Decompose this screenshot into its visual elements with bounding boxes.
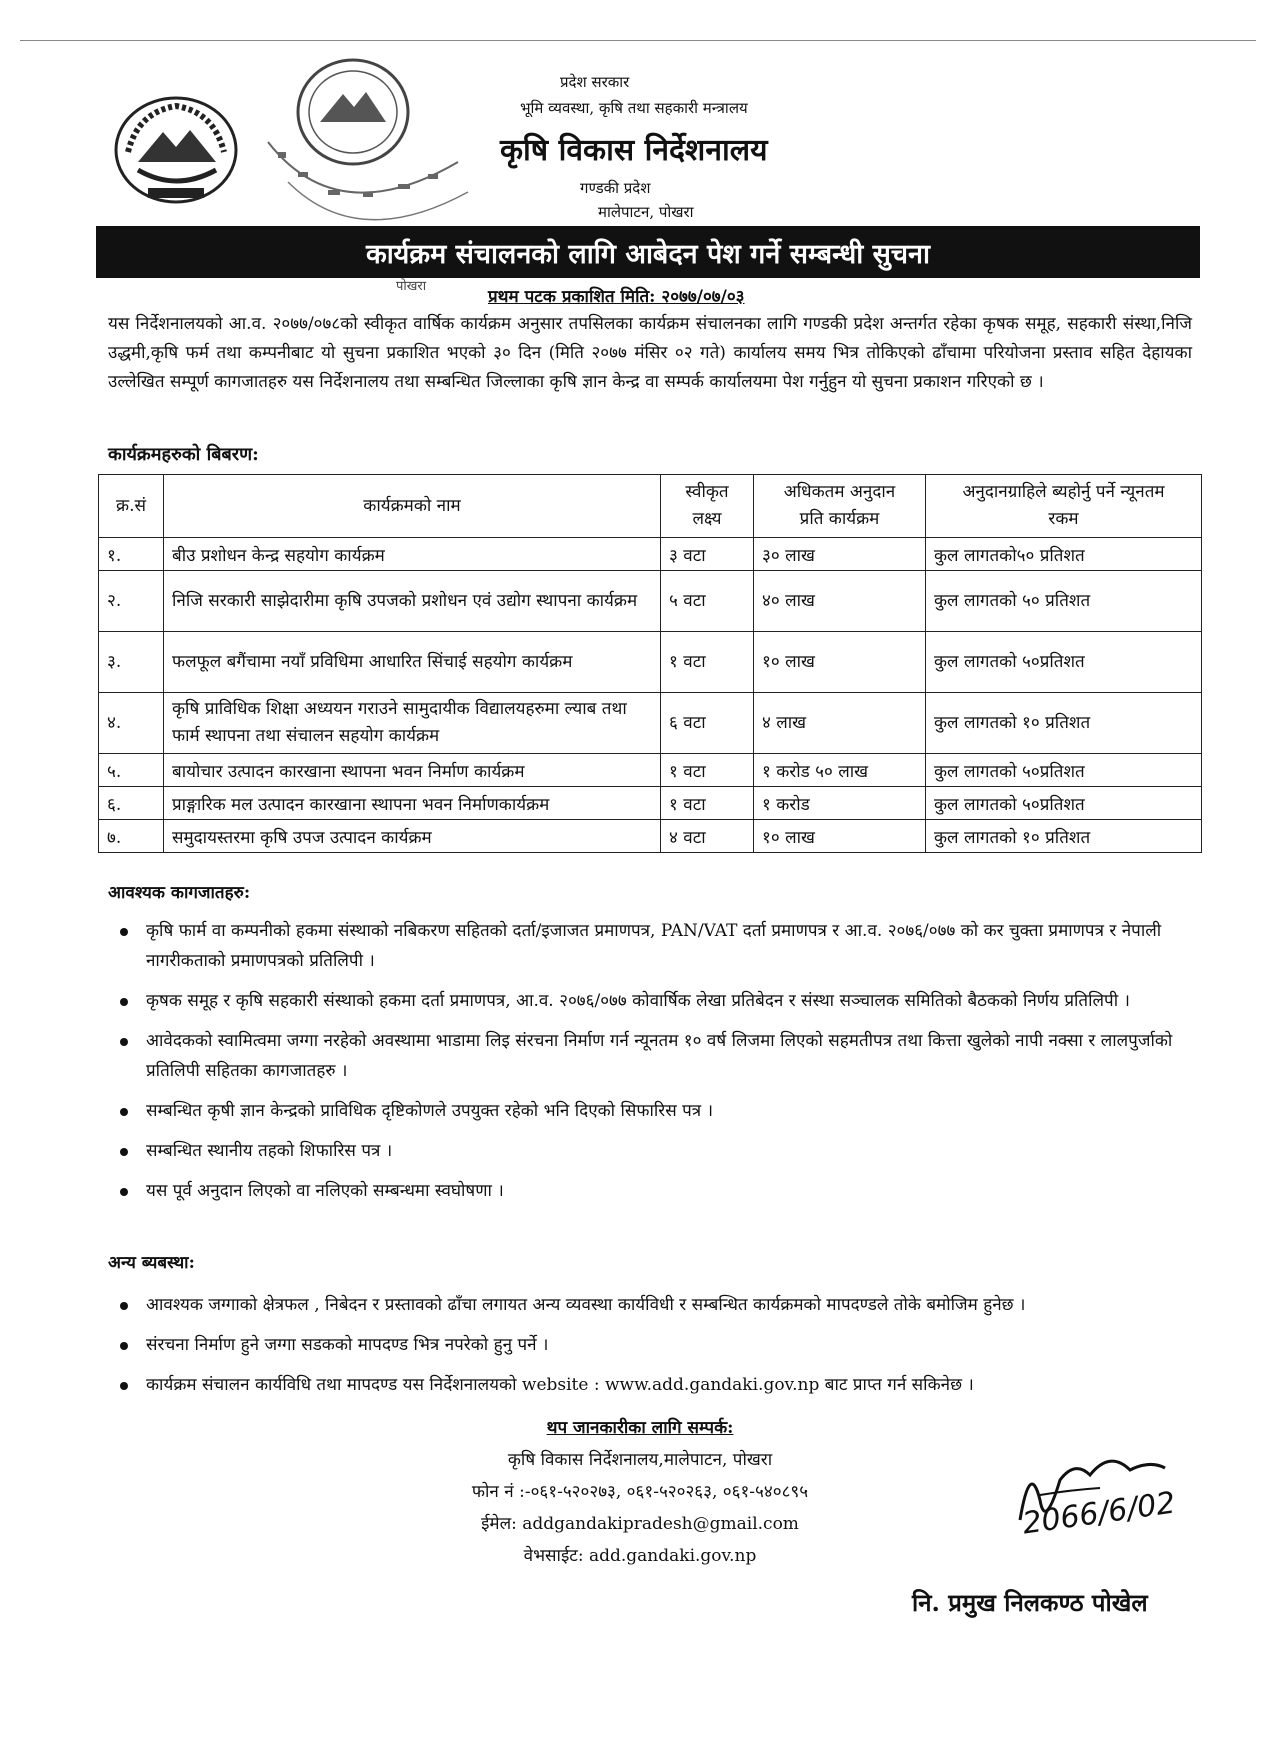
cell-grant: १ करोड ५० लाख — [754, 754, 926, 787]
header-grant-line2: प्रति कार्यक्रम — [799, 509, 880, 529]
list-item-text: कार्यक्रम संचालन कार्यविधि तथा मापदण्ड यस निर्देशनालयको website : www.add.gandaki.gov.np बाट प्राप्त गर्न सकिनेछ । — [146, 1375, 974, 1395]
table-row — [99, 820, 1202, 853]
list-item — [108, 1096, 1198, 1126]
cell-name: निजि सरकारी साझेदारीमा कृषि उपजको प्रशोधन एवं उद्योग स्थापना कार्यक्रम — [164, 571, 661, 632]
cell-num: ५. — [99, 754, 164, 787]
cell-share: कुल लागतको५० प्रतिशत — [926, 538, 1202, 571]
top-rule — [20, 40, 1256, 41]
cell-name: बीउ प्रशोधन केन्द्र सहयोग कार्यक्रम — [164, 538, 661, 571]
cell-grant: १० लाख — [754, 820, 926, 853]
cell-num: १. — [99, 538, 164, 571]
cell-name: फलफूल बगैंचामा नयाँ प्रविधिमा आधारित सिंचाई सहयोग कार्यक्रम — [164, 632, 661, 693]
header-name: कार्यक्रमको नाम — [164, 475, 661, 538]
contact-email: ईमेल: addgandakipradesh@gmail.com — [481, 1514, 799, 1534]
other-list — [108, 1290, 1198, 1410]
cell-target: १ वटा — [661, 632, 754, 693]
stamp-text: पोखरा — [396, 279, 427, 294]
bullet-icon — [120, 998, 128, 1006]
contact-office: कृषि विकास निर्देशनालय,मालेपाटन, पोखरा — [507, 1450, 773, 1470]
cell-name: बायोचार उत्पादन कारखाना स्थापना भवन निर्माण कार्यक्रम — [164, 754, 661, 787]
cell-share: कुल लागतको ५०प्रतिशत — [926, 632, 1202, 693]
signature-date: 2066/6/02 — [1020, 1485, 1178, 1542]
table-row — [99, 693, 1202, 754]
cell-share: कुल लागतको ५०प्रतिशत — [926, 787, 1202, 820]
contact-phone: फोन नं :-०६१-५२०२७३, ०६१-५२०२६३, ०६१-५४०८९५ — [471, 1482, 809, 1502]
contact-title: थप जानकारीका लागि सम्पर्क: — [546, 1418, 734, 1438]
list-item — [108, 1330, 1198, 1360]
programs-title: कार्यक्रमहरुको बिबरण: — [108, 444, 259, 465]
header-address: मालेपाटन, पोखरा — [598, 203, 694, 221]
list-item — [108, 1290, 1198, 1320]
contact-website: वेभसाईट: add.gandaki.gov.np — [523, 1546, 757, 1566]
header-share-line2: रकम — [1048, 509, 1079, 529]
cell-grant: १० लाख — [754, 632, 926, 693]
documents-list — [108, 916, 1198, 1216]
cell-share: कुल लागतको ५०प्रतिशत — [926, 754, 1202, 787]
office-seal-icon — [258, 52, 508, 252]
cell-share: कुल लागतको १० प्रतिशत — [926, 693, 1202, 754]
list-item — [108, 916, 1198, 976]
contact-block — [380, 1412, 900, 1572]
bullet-icon — [120, 1038, 128, 1046]
table-row — [99, 538, 1202, 571]
cell-target: १ वटा — [661, 787, 754, 820]
cell-target: ६ वटा — [661, 693, 754, 754]
header-share — [926, 475, 1202, 538]
header-province: गण्डकी प्रदेश — [580, 179, 651, 197]
list-item — [108, 1136, 1198, 1166]
list-item-text: सम्बन्धित स्थानीय तहको शिफारिस पत्र । — [146, 1141, 393, 1161]
header-grant — [754, 475, 926, 538]
list-item — [108, 1370, 1198, 1400]
list-item-text: कृषक समूह र कृषि सहकारी संस्थाको हकमा दर्ता प्रमाणपत्र, आ.व. २०७६/०७७ कोवार्षिक लेखा प्रतिबेदन र संस्था सञ्चालक समितिको बैठकको निर्णय प्रतिलिपी । — [146, 991, 1130, 1011]
list-item-text: सम्बन्धित कृषी ज्ञान केन्द्रको प्राविधिक दृष्टिकोणले उपयुक्त रहेको भनि दिएको सिफारिस पत्र । — [146, 1101, 714, 1121]
header-target-line2: लक्ष्य — [692, 509, 722, 529]
list-item — [108, 1026, 1198, 1086]
list-item-text: संरचना निर्माण हुने जग्गा सडकको मापदण्ड भित्र नपरेको हुनु पर्ने । — [146, 1335, 549, 1355]
table-header-row — [99, 475, 1202, 538]
list-item-text: कृषि फार्म वा कम्पनीको हकमा संस्थाको नबिकरण सहितको दर्ता/इजाजत प्रमाणपत्र, PAN/VAT दर्ता प्रमाणपत्र र आ.व. २०७६/०७७ को कर चुक्ता प्रमाणपत्र र नेपाली नागरीकताको प्रमाणपत्रको प्रतिलिपी । — [146, 921, 1162, 971]
signer-name: नि. प्रमुख निलकण्ठ पोखेल — [912, 1588, 1148, 1617]
nepal-emblem-icon — [108, 92, 244, 210]
cell-num: २. — [99, 571, 164, 632]
cell-num: ४. — [99, 693, 164, 754]
list-item — [108, 986, 1198, 1016]
table-row — [99, 632, 1202, 693]
bullet-icon — [120, 1148, 128, 1156]
bullet-icon — [120, 1382, 128, 1390]
header-office: कृषि विकास निर्देशनालय — [500, 133, 768, 168]
bullet-icon — [120, 928, 128, 936]
programs-table — [98, 474, 1202, 853]
cell-grant: १ करोड — [754, 787, 926, 820]
table-row — [99, 787, 1202, 820]
other-title: अन्य ब्यबस्था: — [108, 1253, 195, 1273]
notice-banner: कार्यक्रम संचालनको लागि आबेदन पेश गर्ने सम्बन्धी सुचना — [96, 226, 1200, 278]
cell-target: ४ वटा — [661, 820, 754, 853]
list-item — [108, 1176, 1198, 1206]
cell-grant: ४ लाख — [754, 693, 926, 754]
cell-grant: ३० लाख — [754, 538, 926, 571]
published-date: प्रथम पटक प्रकाशित मिति: २०७७/०७/०३ — [488, 287, 745, 307]
header-target-line1: स्वीकृत — [685, 482, 729, 502]
list-item-text: यस पूर्व अनुदान लिएको वा नलिएको सम्बन्धमा स्वघोषणा । — [146, 1181, 504, 1201]
bullet-icon — [120, 1342, 128, 1350]
header-target — [661, 475, 754, 538]
list-item-text: आवेदकको स्वामित्वमा जग्गा नरहेको अवस्थामा भाडामा लिइ संरचना निर्माण गर्न न्यूनतम १० वर्ष लिजमा लिएको सहमतीपत्र तथा कित्ता खुलेको नापी नक्सा र लालपुर्जाको प्रतिलिपी सहितका कागजातहरु । — [146, 1031, 1173, 1081]
list-item-text: आवश्यक जग्गाको क्षेत्रफल , निबेदन र प्रस्तावको ढाँचा लगायत अन्य व्यवस्था कार्यविधी र सम्बन्धित कार्यक्रमको मापदण्डले तोके बमोजिम हुनेछ । — [146, 1295, 1026, 1315]
header-ministry: भूमि व्यवस्था, कृषि तथा सहकारी मन्त्रालय — [520, 99, 748, 117]
cell-num: ७. — [99, 820, 164, 853]
cell-grant: ४० लाख — [754, 571, 926, 632]
bullet-icon — [120, 1108, 128, 1116]
cell-name: समुदायस्तरमा कृषि उपज उत्पादन कार्यक्रम — [164, 820, 661, 853]
header-grant-line1: अधिकतम अनुदान — [783, 482, 896, 502]
table-row — [99, 754, 1202, 787]
header-num: क्र.सं — [99, 475, 164, 538]
cell-share: कुल लागतको ५० प्रतिशत — [926, 571, 1202, 632]
bullet-icon — [120, 1188, 128, 1196]
table-row — [99, 571, 1202, 632]
cell-target: ३ वटा — [661, 538, 754, 571]
cell-num: ६. — [99, 787, 164, 820]
cell-name: प्राङ्गारिक मल उत्पादन कारखाना स्थापना भवन निर्माणकार्यक्रम — [164, 787, 661, 820]
header-government: प्रदेश सरकार — [560, 73, 630, 91]
bullet-icon — [120, 1302, 128, 1310]
intro-paragraph: यस निर्देशनालयको आ.व. २०७७/०७८को स्वीकृत वार्षिक कार्यक्रम अनुसार तपसिलका कार्यक्रम संचालनका लागि गण्डकी प्रदेश अन्तर्गत रहेका कृषक समूह, सहकारी संस्था,निजि उद्धमी,कृषि फर्म तथा कम्पनीबाट यो सुचना प्रकाशित भएको ३० दिन (मिति २०७७ मंसिर ०२ गते) कार्यालय समय भित्र तोकिएको ढाँचामा परियोजना प्रस्ताव सहित देहायका उल्लेखित सम्पूर्ण कागजातहरु यस निर्देशनालय तथा सम्बन्धित जिल्लाका कृषि ज्ञान केन्द्र वा सम्पर्क कार्यालयमा पेश गर्नुहुन यो सुचना प्रकाशन गरिएको छ । — [108, 314, 1192, 392]
header-share-line1: अनुदानग्राहिले ब्यहोर्नु पर्ने न्यूनतम — [962, 482, 1165, 502]
cell-target: ५ वटा — [661, 571, 754, 632]
cell-target: १ वटा — [661, 754, 754, 787]
cell-share: कुल लागतको १० प्रतिशत — [926, 820, 1202, 853]
cell-name: कृषि प्राविधिक शिक्षा अध्ययन गराउने सामुदायीक विद्यालयहरुमा ल्याब तथा फार्म स्थापना तथा संचालन सहयोग कार्यक्रम — [164, 693, 661, 754]
documents-title: आवश्यक कागजातहरु: — [108, 883, 251, 903]
cell-num: ३. — [99, 632, 164, 693]
